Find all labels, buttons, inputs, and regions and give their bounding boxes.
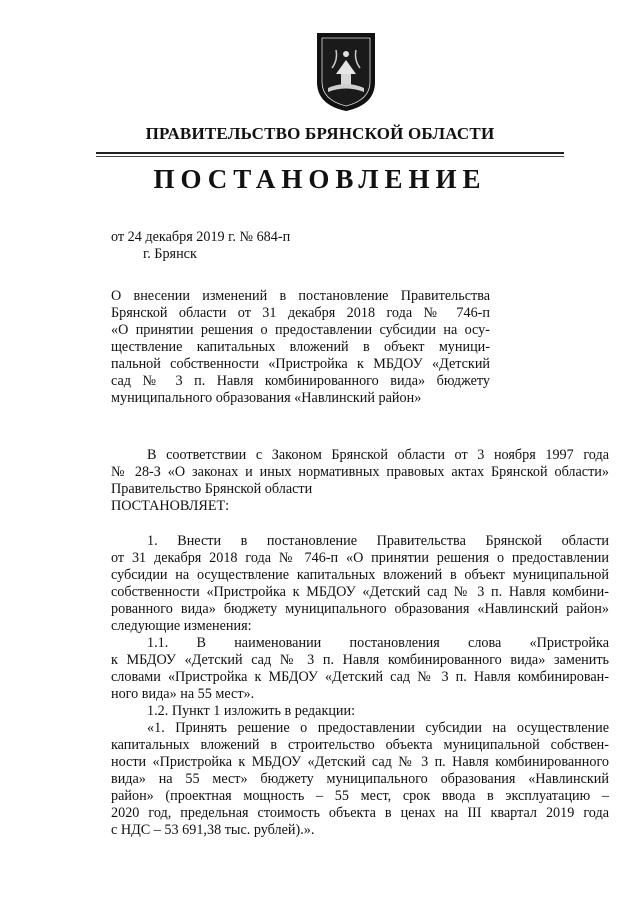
- header-rule-thick: [96, 152, 564, 154]
- coat-of-arms-icon: [314, 30, 378, 112]
- preamble-line: ПОСТАНОВЛЯЕТ:: [111, 498, 230, 514]
- body-line: ности «Пристройка к МБДОУ «Детский сад № 3 п. Навля комбинированного: [111, 754, 609, 770]
- subject-line: сад № 3 п. Навля комбинированного вида» бюджету: [111, 373, 490, 389]
- body-line: с НДС – 53 691,38 тыс. рублей).».: [111, 822, 315, 838]
- body-line: следующие изменения:: [111, 618, 252, 634]
- body-line: 2020 год, предельная стоимость объекта в ценах на III квартал 2019 года: [111, 805, 609, 821]
- body-line: «1. Принять решение о предоставлении субсидии на осуществление: [147, 720, 609, 736]
- body-line: район» (проектная мощность – 55 мест, срок ввода в эксплуатацию –: [111, 788, 609, 804]
- body-line: от 31 декабря 2018 года № 746-п «О принятии решения о предоставлении: [111, 550, 609, 566]
- preamble-line: № 28-З «О законах и иных нормативных правовых актах Брянской области»: [111, 464, 609, 480]
- government-title: ПРАВИТЕЛЬСТВО БРЯНСКОЙ ОБЛАСТИ: [145, 124, 495, 143]
- subject-line: муниципального образования «Навлинский район»: [111, 390, 422, 406]
- date-number-line: от 24 декабря 2019 г. № 684-п: [111, 229, 291, 245]
- subject-line: Брянской области от 31 декабря 2018 года № 746-п: [111, 305, 490, 321]
- document-type-title: ПОСТАНОВЛЕНИЕ: [153, 164, 487, 194]
- subject-line: О внесении изменений в постановление Правительства: [111, 288, 490, 304]
- subject-line: ществление капитальных вложений в объект муници-: [111, 339, 490, 355]
- body-line: 1. Внести в постановление Правительства Брянской области: [147, 533, 609, 549]
- body-line: 1.2. Пункт 1 изложить в редакции:: [147, 703, 356, 719]
- body-line: субсидии на осуществление капитальных вложений в объект муниципальной: [111, 567, 609, 583]
- body-line: капитальных вложений в строительство объекта муниципальной собствен-: [111, 737, 609, 753]
- body-line: вида» на 55 мест» бюджету муниципального образования «Навлинский: [111, 771, 609, 787]
- header-rule-thin: [96, 156, 564, 157]
- body-line: 1.1. В наименовании постановления слова «Пристройка: [147, 635, 609, 651]
- subject-line: «О принятии решения о предоставлении субсидии на осу-: [111, 322, 490, 338]
- preamble-line: В соответствии с Законом Брянской области от 3 ноября 1997 года: [147, 447, 609, 463]
- subject-line: пальной собственности «Пристройка к МБДОУ «Детский: [111, 356, 490, 372]
- body-line: словами «Пристройка к МБДОУ «Детский сад № 3 п. Навля комбинирован-: [111, 669, 609, 685]
- body-line: ного вида» на 55 мест».: [111, 686, 255, 702]
- city-line: г. Брянск: [143, 246, 197, 262]
- body-line: собственности «Пристройка к МБДОУ «Детский сад № 3 п. Навля комбини-: [111, 584, 609, 600]
- preamble-line: Правительство Брянской области: [111, 481, 313, 497]
- body-line: рованного вида» бюджету муниципального образования «Навлинский район»: [111, 601, 609, 617]
- body-line: к МБДОУ «Детский сад № 3 п. Навля комбинированного вида» заменить: [111, 652, 609, 668]
